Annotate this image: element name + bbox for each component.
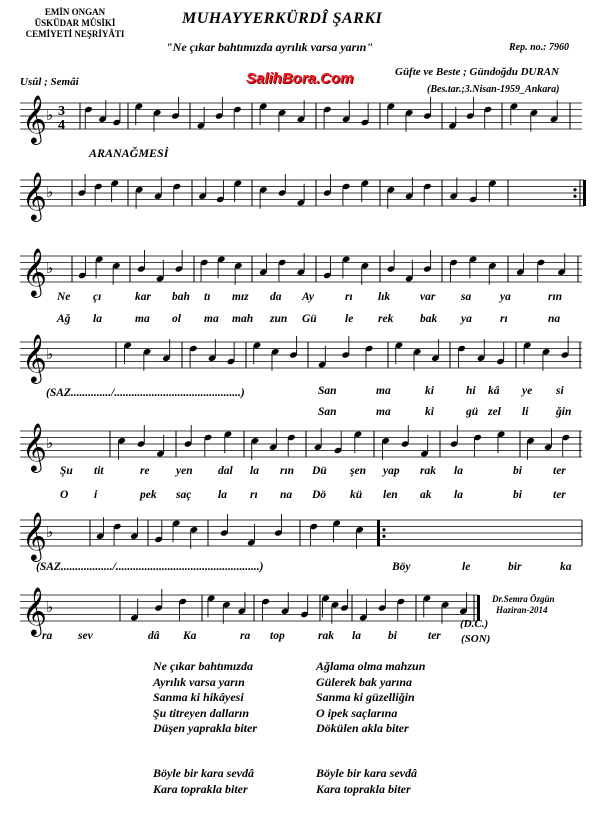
son-marking: (SON) [461,633,491,645]
lyric-syllable: le [345,313,354,325]
final-bar-line [583,180,586,206]
lyric-syllable: Gü [302,313,317,325]
flat-sign-icon: ♭ [46,523,54,541]
lyric-syllable: rak [420,465,436,477]
lyric-syllable: sev [78,630,93,642]
lyric-syllable: ğin [556,406,572,418]
flat-sign-icon: ♭ [46,345,54,363]
lyric-syllable: rı [345,291,353,303]
lyric-syllable: ol [172,313,181,325]
lyric-syllable: saç [176,489,192,501]
lyric-syllable: hi [466,385,476,397]
lyric-syllable: ya [461,313,472,325]
lyric-syllable: bi [513,465,522,477]
lyric-syllable: Böy [392,561,411,573]
lyric-syllable: ma [376,406,391,418]
lyric-syllable: na [280,489,293,501]
transcriber-date: Haziran-2014 [496,605,548,615]
lyric-syllable: len [383,489,398,501]
composer-label: Güfte ve Beste ; Gündoğdu DURAN [395,66,560,78]
verse-left-line: Ayrılık varsa yarın [153,674,245,689]
lyric-syllable: ak [420,489,432,501]
lyric-syllable: rı [250,489,258,501]
lyric-syllable: dal [218,465,233,477]
lyric-syllable: ter [428,630,441,642]
verse-left-line: Düşen yaprakla biter [153,721,258,735]
lyric-syllable: zel [488,406,501,418]
lyric-syllable: si [556,385,564,397]
lyric-syllable: sa [461,291,472,303]
lyric-syllable: Dü [312,465,327,477]
dc-marking: (D.C.) [460,618,489,630]
repeat-dot [382,535,385,538]
lyric-syllable: San [318,406,337,418]
refrain-left-line: Böyle bir kara sevdâ [153,766,254,780]
lyric-syllable: şen [350,465,366,477]
lyric-syllable: rın [548,291,563,303]
treble-clef-icon: 𝄞 [22,422,47,471]
lyric-syllable: mah [232,313,254,325]
refrain-right [316,766,417,797]
treble-clef-icon: 𝄞 [22,171,47,220]
time-signature-top: 3 [58,104,65,119]
lyric-syllable: Ay [302,291,314,303]
lyric-syllable: Dö [312,489,327,501]
refrain-left-line: Kara toprakla biter [153,781,248,796]
time-signature-bottom: 4 [58,118,65,133]
repeat-bar-line [377,520,380,546]
lyric-syllable: ma [376,385,391,397]
lyric-syllable: O [60,489,69,501]
site-logo: SalihBora.Com [246,70,354,87]
treble-clef-icon: 𝄞 [22,94,47,143]
publisher-line-3: CEMİYETİ NEŞRİYÂTI [25,29,125,39]
lyric-syllable: tit [94,465,104,477]
lyric-syllable: la [93,313,102,325]
treble-clef-icon: 𝄞 [22,586,47,635]
lyric-syllable: la [352,630,361,642]
lyric-syllable: mız [232,291,249,303]
lyric-syllable: re [140,465,150,477]
lyric-syllable: ma [204,313,219,325]
lyric-syllable: da [270,291,282,303]
lyric-syllable: ka [560,561,572,573]
refrain-left [153,766,254,797]
flat-sign-icon: ♭ [46,183,54,201]
lyric-syllable: gü [466,406,479,418]
saz-marking-1: (SAZ............../............................................) [46,387,245,399]
section-label: ARANAĞMESİ [89,146,169,160]
flat-sign-icon: ♭ [46,259,54,277]
repeat-dot [382,528,385,531]
lyric-syllable: San [318,385,337,397]
lyric-syllable: yap [383,465,400,477]
lyric-syllable: var [420,291,436,303]
verse-right-line: Gülerek bak yarına [316,674,412,689]
publisher-line-1: EMİN ONGAN [44,7,106,17]
lyric-syllable: çı [93,291,102,303]
lyric-syllable: bak [420,313,438,325]
lyric-syllable: ye [522,385,533,397]
lyric-syllable: ra [240,630,251,642]
lyric-syllable: top [270,630,285,642]
lyric-syllable: bah [172,291,190,303]
verse-right [316,659,425,737]
refrain-right-line: Böyle bir kara sevdâ [316,766,417,780]
lyric-syllable: rak [318,630,334,642]
saz-marking-2: (SAZ................../..................................................) [36,561,264,573]
flat-sign-icon: ♭ [46,598,54,616]
lyric-syllable: ki [425,385,434,397]
lyric-syllable: ter [553,489,566,501]
lyric-syllable: la [250,465,259,477]
lyric-syllable: Ne [57,291,71,303]
verse-left-line: Sanma ki hikâyesi [153,690,244,704]
lyric-syllable: tı [204,291,211,303]
flat-sign-icon: ♭ [46,106,54,124]
lyric-syllable: pek [140,489,157,501]
usul-label: Usûl ; Semâi [20,76,79,88]
lyric-syllable: na [548,313,561,325]
lyric-syllable: ra [42,630,53,642]
lyric-syllable: Ağ [57,313,71,325]
lyric-syllable: lık [378,291,391,303]
treble-clef-icon: 𝄞 [22,333,47,382]
lyric-syllable: ya [500,291,511,303]
lyric-syllable: ter [553,465,566,477]
lyric-syllable: kü [350,489,363,501]
song-subtitle: "Ne çıkar bahtımızda ayrılık varsa yarın" [166,40,373,54]
repeat-dot [573,195,576,198]
lyric-syllable: Şu [60,465,73,477]
verse-left-line: Şu titreyen dalların [153,705,250,720]
song-title: MUHAYYERKÜRDÎ ŞARKI [182,10,383,27]
verse-right-line: Sanma ki güzelliğin [316,690,415,704]
lyric-syllable: Ka [183,630,197,642]
repeat-dot [573,188,576,191]
lyric-syllable: bi [388,630,397,642]
lyric-syllable: i [94,489,98,501]
repertoire-number: Rep. no.: 7960 [509,42,569,53]
lyric-syllable: rı [500,313,508,325]
treble-clef-icon: 𝄞 [22,511,47,560]
verse-left [153,659,257,737]
lyric-syllable: dâ [148,630,160,642]
lyric-syllable: ma [135,313,150,325]
composition-date: (Bes.tar.;3.Nisan-1959_Ankara) [427,84,560,95]
lyric-syllable: zun [270,313,288,325]
publisher-line-2: ÜSKÜDAR MÛSİKİ [34,18,116,28]
lyric-syllable: bir [508,561,522,573]
lyric-syllable: yen [176,465,193,477]
lyric-syllable: la [454,489,463,501]
lyric-syllable: la [218,489,227,501]
lyric-syllable: bi [513,489,522,501]
verse-right-line: Ağlama olma mahzun [316,659,426,673]
lyric-syllable: le [462,561,471,573]
lyric-syllable: li [522,406,529,418]
lyric-syllable: ki [425,406,434,418]
flat-sign-icon: ♭ [46,434,54,452]
lyric-syllable: la [454,465,463,477]
treble-clef-icon: 𝄞 [22,247,47,296]
lyric-syllable: rın [280,465,295,477]
lyric-syllable: kar [135,291,151,303]
refrain-right-line: Kara toprakla biter [316,781,411,796]
transcriber-name: Dr.Semra Özgün [492,594,555,604]
verse-right-line: Dökülen akla biter [316,721,409,735]
lyric-syllable: kâ [488,385,500,397]
lyric-syllable: rek [378,313,394,325]
verse-left-line: Ne çıkar bahtımızda [153,659,254,673]
verse-right-line: O ipek saçlarına [316,705,398,720]
